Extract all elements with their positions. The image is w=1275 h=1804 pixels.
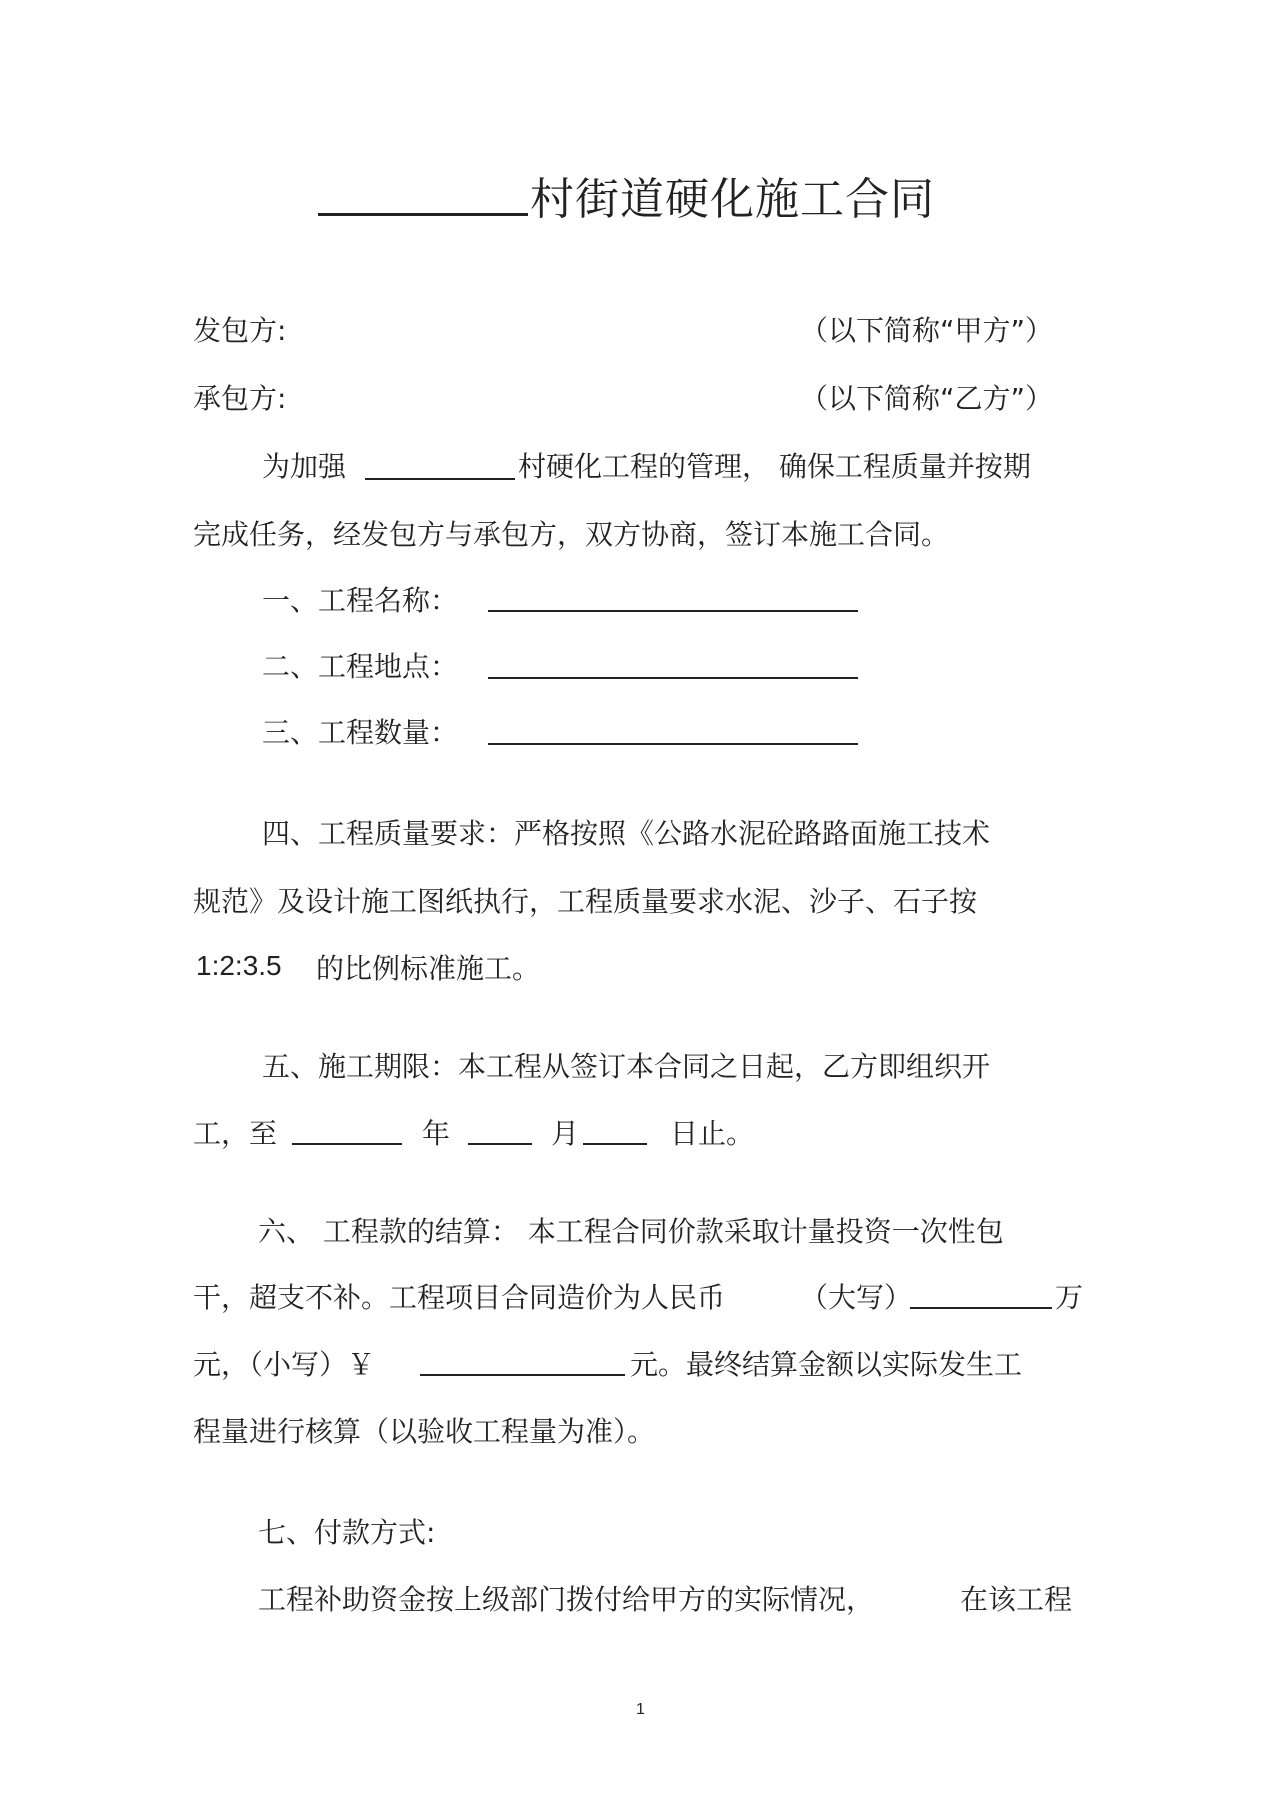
- project-location-line: [488, 677, 858, 679]
- period-prefix: 工，至: [193, 1117, 278, 1150]
- project-name-label: 一、工程名称：: [262, 584, 459, 617]
- project-name-line: [488, 610, 858, 612]
- employer-label: 发包方:: [193, 314, 287, 347]
- period-year: 年: [422, 1117, 451, 1150]
- quality-line2: 规范》及设计施工图纸执行，工程质量要求水泥、沙子、石子按: [193, 885, 978, 918]
- settlement-line3-b: 元。最终结算金额以实际发生工: [630, 1348, 1023, 1381]
- project-quantity-label: 三、工程数量：: [262, 716, 459, 749]
- amount-figures-line: [420, 1374, 625, 1376]
- quality-line1: 四、工程质量要求：严格按照《公路水泥砼路路面施工技术: [262, 817, 991, 850]
- contractor-alias: （以下简称“乙方”）: [800, 382, 1054, 415]
- period-day-line: [583, 1143, 647, 1145]
- quality-line3: 的比例标准施工。: [316, 952, 541, 985]
- title-blank-line: [318, 213, 528, 216]
- page-number: 1: [636, 1701, 645, 1718]
- employer-alias: （以下简称“甲方”）: [800, 314, 1054, 347]
- intro-part1: 为加强: [262, 450, 347, 483]
- mix-ratio: 1:2:3.5: [196, 950, 282, 981]
- payment-line1-a: 工程补助资金按上级部门拨付给甲方的实际情况，: [258, 1583, 875, 1616]
- settlement-line2-b: （大写）: [800, 1281, 913, 1314]
- contractor-label: 承包方:: [193, 382, 287, 415]
- project-location-label: 二、工程地点：: [262, 650, 459, 683]
- intro-part2: 村硬化工程的管理， 确保工程质量并按期: [518, 450, 1031, 483]
- page-title: 村街道硬化施工合同: [530, 174, 935, 225]
- period-month: 月: [551, 1117, 580, 1150]
- period-line1: 五、施工期限：本工程从签订本合同之日起，乙方即组织开: [262, 1050, 991, 1083]
- settlement-line4: 程量进行核算（以验收工程量为准）。: [193, 1415, 656, 1448]
- period-year-line: [292, 1143, 402, 1145]
- period-month-line: [468, 1143, 532, 1145]
- settlement-line2-c: 万: [1055, 1281, 1084, 1314]
- intro-line2: 完成任务，经发包方与承包方，双方协商，签订本施工合同。: [193, 518, 950, 551]
- period-day: 日止。: [670, 1117, 755, 1150]
- settlement-line3-a: 元，（小写）￥: [193, 1348, 376, 1381]
- payment-line1-b: 在该工程: [960, 1583, 1073, 1616]
- project-quantity-line: [488, 743, 858, 745]
- payment-heading: 七、付款方式:: [258, 1516, 436, 1549]
- amount-words-line: [910, 1307, 1052, 1309]
- settlement-line1: 六、 工程款的结算： 本工程合同价款采取计量投资一次性包: [258, 1215, 1004, 1248]
- settlement-line2-a: 干，超支不补。工程项目合同造价为人民币: [193, 1281, 726, 1314]
- village-blank-line: [365, 478, 515, 480]
